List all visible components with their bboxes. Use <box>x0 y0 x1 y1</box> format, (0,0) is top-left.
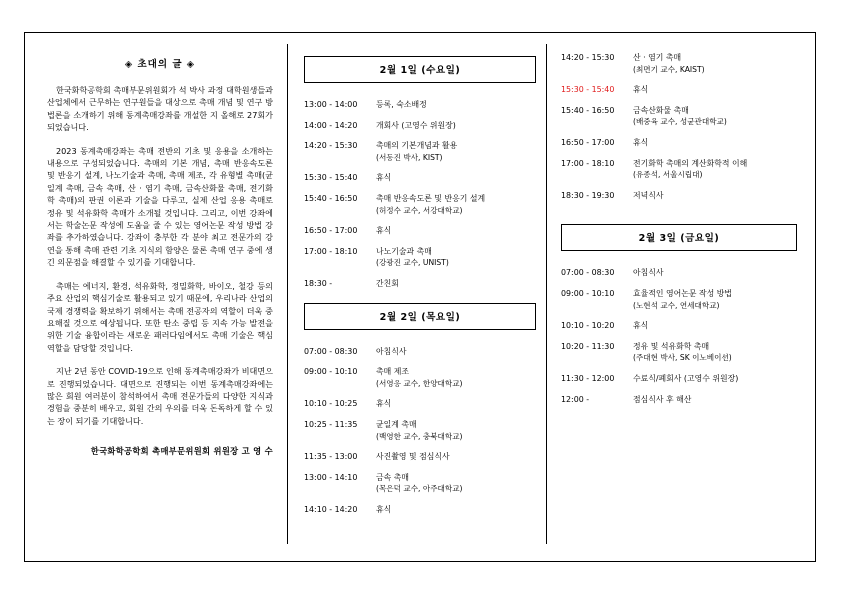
schedule-speaker: (허정수 교수, 서강대학교) <box>376 205 463 215</box>
schedule-desc <box>376 346 536 367</box>
schedule-time: 09:00 - 10:10 <box>561 288 615 298</box>
schedule-title: 아침식사 <box>376 346 407 356</box>
day-header-day3: 2월 3일 (금요일) <box>561 224 797 251</box>
schedule-desc <box>633 84 797 105</box>
schedule-title: 금속 촉매 <box>376 472 409 482</box>
schedule-time: 17:00 - 18:10 <box>304 246 358 256</box>
schedule-time: 11:30 - 12:00 <box>561 373 615 383</box>
schedule-desc <box>633 373 797 394</box>
table-row <box>561 288 797 320</box>
invitation-paragraph: 촉매는 에너지, 환경, 석유화학, 정밀화학, 바이오, 철강 등의 주요 산업의 핵심기술로 활용되고 있기 때문에, 우리나라 산업의 국제 경쟁력을 확보하기 위해서는 촉매 전공자의 역할이 더욱 중요해질 것으로 예상됩니다. 또한 탄소 중립 등 지속 가능 발전을 위한 기술 융합이라는 새로운 패러다임에서도 촉매 기술은 핵심 역할을 담당할 것입니다. <box>47 280 273 353</box>
schedule-speaker: (노현석 교수, 연세대학교) <box>633 300 720 310</box>
schedule-desc <box>633 288 797 320</box>
schedule-title: 휴식 <box>376 504 392 514</box>
schedule-time: 15:40 - 16:50 <box>304 193 358 203</box>
table-row <box>561 394 797 415</box>
schedule-title: 등록, 숙소배정 <box>376 100 427 109</box>
table-row <box>304 278 536 299</box>
schedule-time: 13:00 - 14:00 <box>304 100 358 109</box>
schedule-desc <box>376 472 536 504</box>
schedule-title: 촉매 제조 <box>376 367 409 377</box>
schedule-title: 휴식 <box>376 226 392 236</box>
schedule-time: 11:35 - 13:00 <box>304 452 358 462</box>
table-row <box>561 373 797 394</box>
table-row <box>304 246 536 278</box>
schedule-speaker: (서동진 박사, KIST) <box>376 152 443 162</box>
schedule-title: 휴식 <box>633 85 649 95</box>
schedule-speaker: (배중육 교수, 성균관대학교) <box>633 117 727 127</box>
schedule-desc <box>633 341 797 373</box>
table-row <box>304 193 536 225</box>
table-row <box>561 158 797 190</box>
schedule-title: 아침식사 <box>633 268 664 278</box>
schedule-title: 저녁식사 <box>633 190 664 200</box>
schedule-speaker: (유종석, 서울시립대) <box>633 170 703 180</box>
schedule-time: 18:30 - <box>304 278 333 288</box>
schedule-table-day2 <box>304 346 536 525</box>
schedule-table-day2-continued <box>561 52 797 210</box>
schedule-desc <box>376 398 536 419</box>
schedule-table-day3 <box>561 267 797 414</box>
schedule-title: 휴식 <box>376 399 392 409</box>
invitation-paragraph: 한국화학공학회 촉매부문위원회가 석 박사 과정 대학원생들과 산업체에서 근무하는 연구원들을 대상으로 촉매 개념 및 연구 방법론을 소개하기 위해 동계촉매강좌를 개설한 지 올해로 27회가 되었습니다. <box>47 85 273 133</box>
table-row <box>304 172 536 193</box>
schedule-time: 10:10 - 10:25 <box>304 399 358 409</box>
schedule-desc <box>633 320 797 341</box>
schedule-time: 07:00 - 08:30 <box>304 346 358 356</box>
schedule-desc <box>633 158 797 190</box>
day-header-day1: 2월 1일 (수요일) <box>304 56 536 83</box>
schedule-time: 14:20 - 15:30 <box>304 141 358 151</box>
schedule-speaker: (백영한 교수, 충북대학교) <box>376 431 463 441</box>
schedule-speaker: (서영응 교수, 한양대학교) <box>376 378 463 388</box>
schedule-desc <box>633 137 797 158</box>
schedule-time: 10:20 - 11:30 <box>561 341 615 351</box>
table-row <box>304 419 536 451</box>
invitation-paragraph: 2023 동계촉매강좌는 촉매 전반의 기초 및 응용을 소개하는 내용으로 구성되었습니다. 촉매의 기본 개념, 촉매 반응속도론 및 반응기 설계, 나노기술과 촉매, 촉매 제조, 각 유형별 촉매(균일계 촉매, 금속 촉매, 산 · 염기 촉매, 금속산화물 촉매, 전기화학 촉매)의 판권 이론과 기술을 다루고, 실제 산업 응용 촉매로 정유 및 석유화학 촉매가 소개될 것입니다. 그리고, 이번 강좌에서는 학술논문 작성에 도움을 줄 수 있는 영어논문 작성 방법 강좌를 추가하였습니다. 강좌이 충부한 각 분야 최고 전문가의 강연을 통해 촉매 관련 기초 지식의 함양은 물론 촉매 연구 중에 생긴 의문점을 해결할 수 있기를 기대합니다. <box>47 145 273 268</box>
schedule-desc <box>376 504 536 525</box>
table-row <box>561 137 797 158</box>
table-row <box>304 398 536 419</box>
schedule-desc <box>376 451 536 472</box>
schedule-desc <box>376 366 536 398</box>
schedule-title: 사진촬영 및 점심식사 <box>376 452 450 462</box>
table-row <box>304 99 536 120</box>
column-schedule-day1-day2 <box>288 44 546 549</box>
table-row <box>304 120 536 141</box>
schedule-time: 18:30 - 19:30 <box>561 190 615 200</box>
schedule-title: 산 · 염기 촉매 <box>633 53 682 62</box>
schedule-time: 10:10 - 10:20 <box>561 321 615 331</box>
table-row <box>304 140 536 172</box>
schedule-title: 균일계 촉매 <box>376 419 417 429</box>
invitation-paragraph: 지난 2년 동안 COVID-19으로 인해 동계촉매강좌가 비대면으로 진행되었습니다. 대면으로 진행되는 이번 동계촉매강좌에는 많은 회원 여러분이 참석하여서 촉매 전문가들의 다양한 지식과 경험을 중분히 배우고, 회원 간의 우의를 더욱 돈독하게 할 수 있는 장이 되기를 기대합니다. <box>47 366 273 426</box>
invitation-title: ◈ 초대의 글 ◈ <box>124 59 196 70</box>
schedule-desc <box>376 120 536 141</box>
schedule-time: 16:50 - 17:00 <box>304 226 358 236</box>
schedule-time: 15:30 - 15:40 <box>304 173 358 183</box>
schedule-time: 17:00 - 18:10 <box>561 158 615 168</box>
schedule-time: 14:10 - 14:20 <box>304 504 358 514</box>
schedule-desc <box>376 419 536 451</box>
schedule-title: 점심식사 후 해산 <box>633 394 692 404</box>
schedule-time: 16:50 - 17:00 <box>561 137 615 147</box>
schedule-speaker: (최면기 교수, KAIST) <box>633 64 705 74</box>
three-column-layout <box>35 44 805 549</box>
schedule-desc <box>376 99 536 120</box>
table-row <box>561 341 797 373</box>
schedule-time: 12:00 - <box>561 394 590 404</box>
day-header-day2: 2월 2일 (목요일) <box>304 303 536 330</box>
table-row <box>304 366 536 398</box>
invitation-signature: 한국화학공학회 촉매부문위원회 위원장 고 영 수 <box>90 446 273 457</box>
schedule-desc <box>633 52 797 84</box>
table-row <box>561 52 797 84</box>
schedule-title: 전기화학 촉매의 계산화학적 이해 <box>633 158 748 168</box>
schedule-speaker: (강광진 교수, UNIST) <box>376 258 449 268</box>
schedule-desc <box>633 267 797 288</box>
table-row <box>561 105 797 137</box>
schedule-title: 정유 및 석유화학 촉매 <box>633 341 710 351</box>
table-row <box>304 451 536 472</box>
column-schedule-day2-cont-day3 <box>547 44 805 549</box>
schedule-desc <box>376 140 536 172</box>
schedule-title: 촉매의 기본개념과 활용 <box>376 141 458 151</box>
schedule-desc <box>376 225 536 246</box>
schedule-title: 개회사 (고영수 위원장) <box>376 120 456 130</box>
table-row <box>304 346 536 367</box>
column-invitation <box>35 44 287 549</box>
schedule-time: 14:00 - 14:20 <box>304 120 358 130</box>
schedule-title: 간친회 <box>376 278 399 288</box>
schedule-desc <box>633 394 797 415</box>
schedule-desc <box>376 172 536 193</box>
table-row <box>561 320 797 341</box>
table-row <box>304 504 536 525</box>
schedule-title: 나노기술과 촉매 <box>376 246 432 256</box>
schedule-time: 14:20 - 15:30 <box>561 53 615 62</box>
schedule-desc <box>633 105 797 137</box>
schedule-time: 09:00 - 10:10 <box>304 367 358 377</box>
table-row <box>304 472 536 504</box>
schedule-time: 15:30 - 15:40 <box>561 85 615 95</box>
schedule-time: 15:40 - 16:50 <box>561 105 615 115</box>
schedule-title: 수료식/폐회사 (고영수 위원장) <box>633 373 739 383</box>
schedule-title: 금속산화물 촉매 <box>633 105 689 115</box>
table-row <box>561 190 797 211</box>
schedule-title: 촉매 반응속도론 및 반응기 설계 <box>376 193 486 203</box>
schedule-desc <box>633 190 797 211</box>
schedule-title: 휴식 <box>633 137 649 147</box>
schedule-time: 13:00 - 14:10 <box>304 472 358 482</box>
schedule-speaker: (주대현 박사, SK 이노베이션) <box>633 353 732 363</box>
table-row <box>304 225 536 246</box>
schedule-title: 휴식 <box>633 321 649 331</box>
schedule-title: 휴식 <box>376 173 392 183</box>
table-row <box>561 267 797 288</box>
schedule-table-day1 <box>304 99 536 299</box>
schedule-time: 10:25 - 11:35 <box>304 419 358 429</box>
schedule-speaker: (목은덕 교수, 아주대학교) <box>376 484 463 494</box>
table-row <box>561 84 797 105</box>
schedule-desc <box>376 193 536 225</box>
schedule-desc <box>376 278 536 299</box>
schedule-title: 효율적인 영어논문 작성 방법 <box>633 288 732 298</box>
schedule-time: 07:00 - 08:30 <box>561 268 615 278</box>
schedule-desc <box>376 246 536 278</box>
